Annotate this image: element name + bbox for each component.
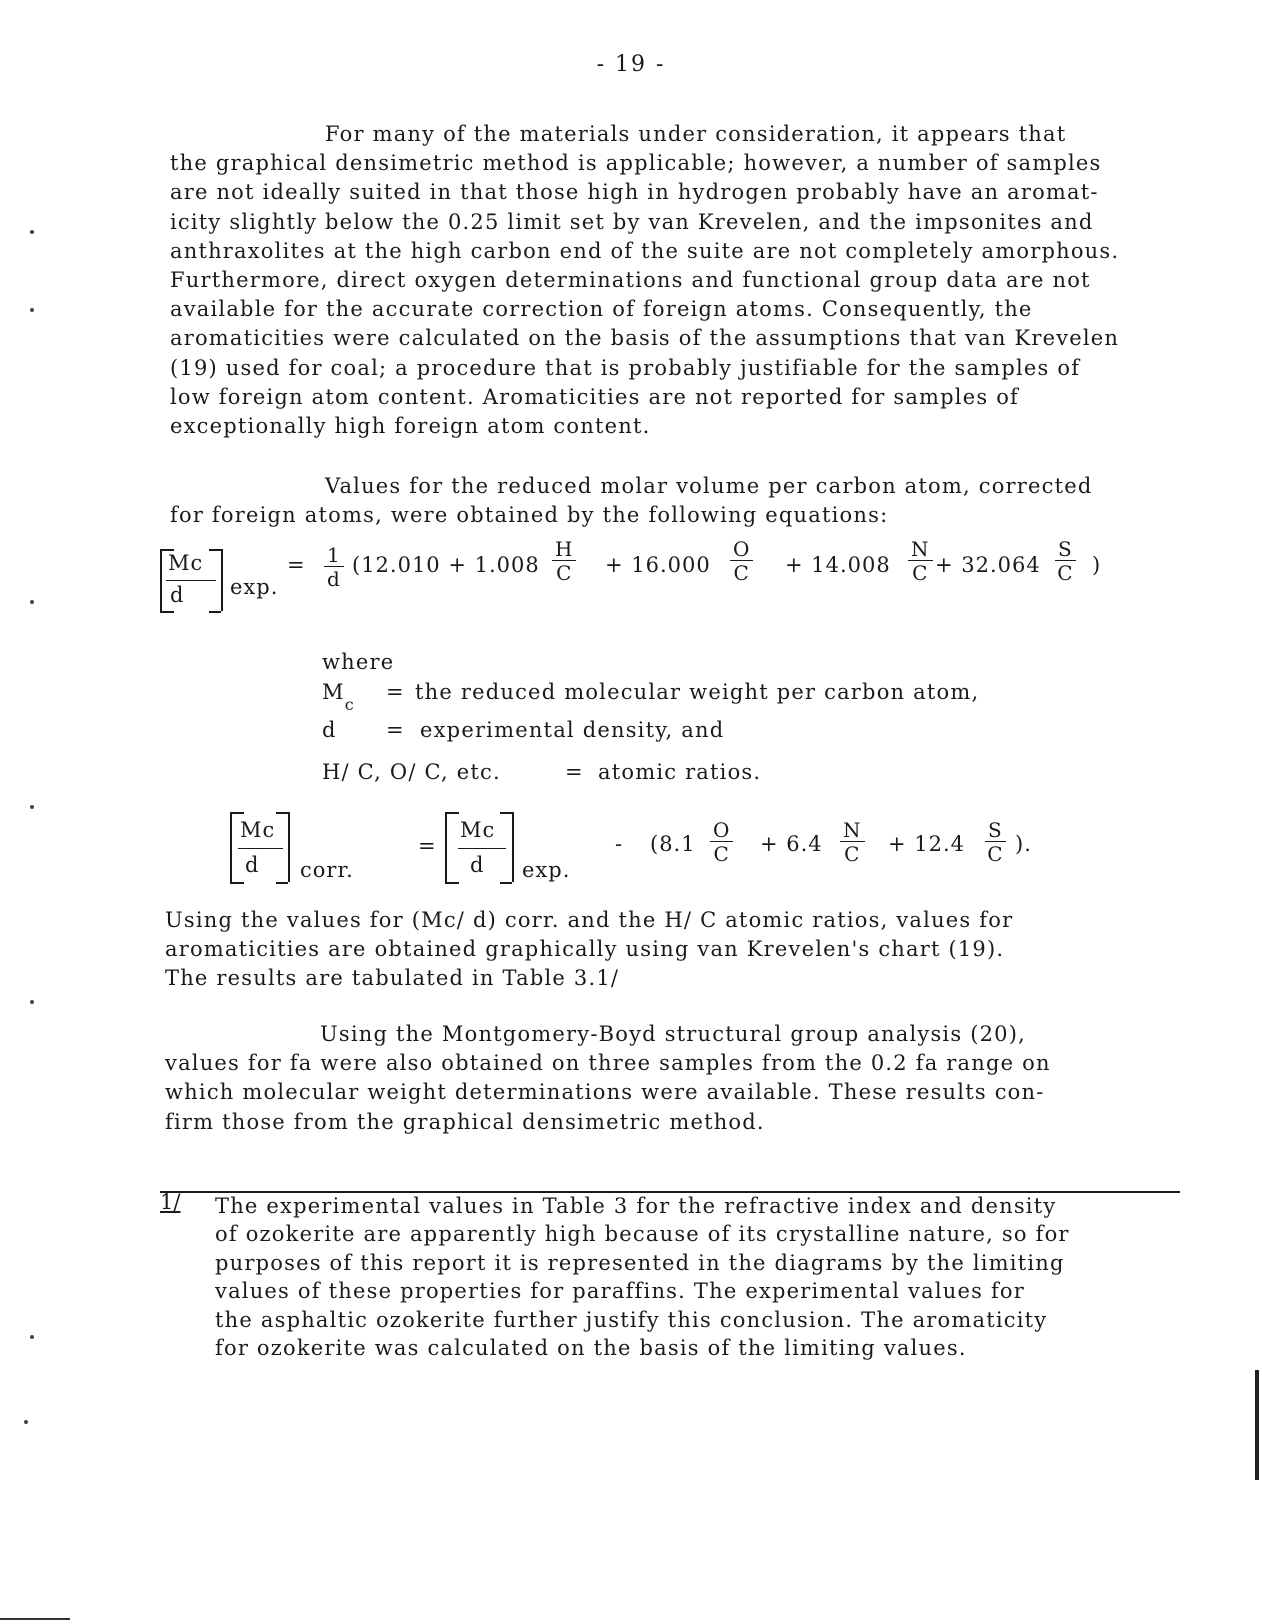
text-line: values of these properties for paraffins. The experimental values for xyxy=(215,1279,1026,1304)
bracket-tick xyxy=(209,549,221,551)
term-1: (12.010 + 1.008 xyxy=(352,553,540,577)
fraction-one-over-d: $\frac{1}{d}$ xyxy=(324,545,344,589)
scan-speck xyxy=(30,230,34,234)
rhs-denominator: d xyxy=(470,853,485,877)
bracket-tick xyxy=(230,812,244,814)
bracket-tick xyxy=(276,882,288,884)
bracket-tick xyxy=(160,611,174,613)
lhs-subscript: corr. xyxy=(300,858,354,882)
fraction-h-c: $\frac{H}{C}$ xyxy=(552,539,576,583)
lhs-denominator: d xyxy=(245,853,260,877)
scan-speck xyxy=(24,1420,28,1424)
term-3: + 14.008 xyxy=(785,553,891,577)
definition-equals: = xyxy=(386,718,405,742)
text-line: low foreign atom content. Aromaticities are not reported for samples of xyxy=(170,384,1020,409)
lhs-denominator: d xyxy=(170,583,185,607)
text-line: The experimental values in Table 3 for the refractive index and density xyxy=(215,1194,1057,1218)
definition-text: atomic ratios. xyxy=(598,760,762,784)
fraction-n-c: $\frac{N}{C}$ xyxy=(908,539,933,583)
scan-speck xyxy=(30,600,34,604)
footnote-mark: 1/ xyxy=(160,1190,181,1214)
lhs-numerator: Mc xyxy=(168,551,204,575)
text-line: Using the values for (Mc/ d) corr. and the H/ C atomic ratios, values for xyxy=(165,908,1014,932)
bracket-tick xyxy=(276,812,288,814)
bracket-right xyxy=(288,812,290,882)
fraction-o-c: $\frac{O}{C}$ xyxy=(710,820,733,864)
rhs-subscript: exp. xyxy=(522,858,571,882)
definition-row xyxy=(322,680,355,715)
text-line: Values for the reduced molar volume per carbon atom, corrected xyxy=(325,474,1093,498)
scan-speck xyxy=(30,805,34,809)
bracket-left xyxy=(445,812,447,882)
scan-edge-mark xyxy=(1255,1370,1259,1480)
text-line: available for the accurate correction of foreign atoms. Consequently, the xyxy=(170,297,1033,322)
definition-equals: = xyxy=(565,760,584,784)
bracket-right xyxy=(221,549,223,611)
bracket-left xyxy=(230,812,232,882)
definition-text: the reduced molecular weight per carbon atom, xyxy=(415,680,980,704)
close-paren: ) xyxy=(1092,553,1102,577)
scan-speck xyxy=(30,1335,34,1339)
definition-subscript: c xyxy=(344,695,355,715)
bracket-tick xyxy=(500,882,512,884)
fraction-bar xyxy=(458,848,506,849)
text-line: Furthermore, direct oxygen determinations and functional group data are not xyxy=(170,268,1091,293)
text-line: Using the Montgomery-Boyd structural group analysis (20), xyxy=(320,1022,1026,1046)
definition-equals: = xyxy=(386,680,405,704)
text-line: are not ideally suited in that those high in hydrogen probably have an aromat- xyxy=(170,180,1099,205)
paragraph-1 xyxy=(170,120,1182,441)
text-line: values for fa were also obtained on three samples from the 0.2 fa range on xyxy=(165,1051,1051,1076)
text-line: firm those from the graphical densimetric method. xyxy=(165,1109,765,1134)
page-number: - 19 - xyxy=(596,52,666,77)
definition-symbol: M xyxy=(322,680,345,704)
text-line: aromaticities were calculated on the basis of the assumptions that van Krevelen xyxy=(170,326,1120,351)
fraction-s-c: $\frac{S}{C}$ xyxy=(985,820,1006,864)
paragraph-2 xyxy=(170,472,1182,530)
text-line: anthraxolites at the high carbon end of the suite are not completely amorphous. xyxy=(170,238,1120,263)
equals-sign: = xyxy=(418,834,437,858)
scan-edge-line xyxy=(0,1618,70,1620)
equation-2 xyxy=(0,808,1262,888)
fraction-s-c: $\frac{S}{C}$ xyxy=(1055,539,1076,583)
term-2: + 6.4 xyxy=(760,832,823,856)
text-line: exceptionally high foreign atom content. xyxy=(170,414,651,439)
scan-speck xyxy=(30,308,34,312)
definition-symbol: d xyxy=(322,718,337,742)
footnote-text xyxy=(215,1192,1175,1362)
lhs-subscript: exp. xyxy=(230,575,279,599)
text-line: the asphaltic ozokerite further justify this conclusion. The aromaticity xyxy=(215,1307,1048,1332)
text-line: the graphical densimetric method is applicable; however, a number of samples xyxy=(170,151,1102,176)
bracket-tick xyxy=(445,812,459,814)
equals-sign: = xyxy=(287,553,306,577)
bracket-tick xyxy=(445,882,459,884)
text-line: of ozokerite are apparently high because of its crystalline nature, so for xyxy=(215,1222,1070,1247)
text-line: The results are tabulated in Table 3.1/ xyxy=(165,966,620,991)
lhs-numerator: Mc xyxy=(240,818,276,842)
paragraph-4 xyxy=(165,1020,1177,1137)
text-line: which molecular weight determinations were available. These results con- xyxy=(165,1080,1045,1105)
text-line: purposes of this report it is represented in the diagrams by the limiting xyxy=(215,1250,1065,1275)
term-3: + 12.4 xyxy=(888,832,966,856)
text-line: (19) used for coal; a procedure that is probably justifiable for the samples of xyxy=(170,355,1081,380)
definition-text: experimental density, and xyxy=(420,718,725,742)
term-2: + 16.000 xyxy=(605,553,711,577)
minus-sign: - xyxy=(615,832,624,856)
text-line: aromaticities are obtained graphically using van Krevelen's chart (19). xyxy=(165,937,1005,962)
definition-symbol: H/ C, O/ C, etc. xyxy=(322,760,501,784)
where-label: where xyxy=(322,650,395,674)
term-1: (8.1 xyxy=(650,832,696,856)
text-line: icity slightly below the 0.25 limit set by van Krevelen, and the impsonites and xyxy=(170,209,1094,234)
term-4: + 32.064 xyxy=(935,553,1041,577)
text-line: for foreign atoms, were obtained by the following equations: xyxy=(170,503,889,528)
fraction-bar xyxy=(238,848,283,849)
text-line: For many of the materials under consideration, it appears that xyxy=(325,122,1067,146)
close-paren: ). xyxy=(1015,832,1032,856)
equation-1 xyxy=(0,537,1262,620)
paragraph-3 xyxy=(165,906,1177,994)
fraction-o-c: $\frac{O}{C}$ xyxy=(730,539,753,583)
rhs-numerator: Mc xyxy=(460,818,496,842)
bracket-tick xyxy=(209,611,221,613)
bracket-right xyxy=(512,812,514,882)
fraction-n-c: $\frac{N}{C}$ xyxy=(840,820,865,864)
bracket-tick xyxy=(500,812,512,814)
fraction-bar xyxy=(166,580,216,581)
scan-speck xyxy=(30,1000,34,1004)
bracket-tick xyxy=(230,882,244,884)
text-line: for ozokerite was calculated on the basis of the limiting values. xyxy=(215,1336,967,1361)
